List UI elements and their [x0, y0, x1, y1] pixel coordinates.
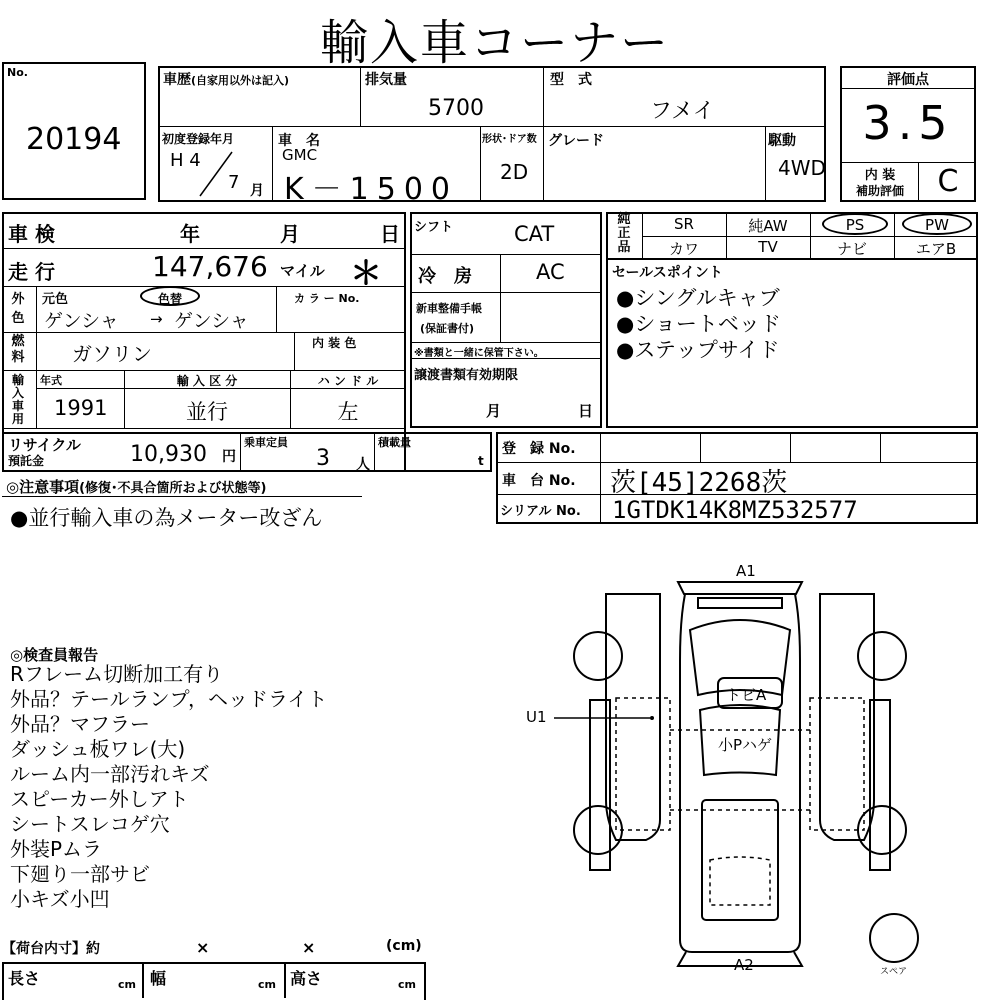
option-navi: ナビ — [836, 240, 867, 258]
model-type-label: 型 式 — [550, 72, 592, 88]
maintenance-label-2: (保証書付) — [420, 322, 475, 335]
capacity-label: 乗車定員 — [244, 436, 288, 449]
interior-value: C — [937, 164, 959, 199]
import-class-label: 輸 入 区 分 — [176, 374, 238, 388]
load-unit: t — [478, 454, 484, 468]
cargo-x1: × — [196, 938, 210, 957]
displacement-value: 5700 — [428, 96, 484, 121]
genuine-parts-side-label: 純正品 — [617, 212, 631, 255]
repaint-label: 色替 — [157, 292, 182, 306]
capacity-value: 3 — [316, 446, 330, 471]
displacement-label: 排気量 — [365, 72, 407, 88]
model-type-value: フメイ — [650, 99, 715, 124]
original-color-label: 元色 — [42, 292, 69, 307]
capacity-unit: 人 — [356, 457, 370, 473]
color-no-label: カ ラ ー No. — [294, 292, 360, 305]
option-ps-circled — [822, 213, 888, 235]
wheel-front-right — [858, 632, 906, 680]
diagram-a1: A1 — [736, 562, 756, 580]
recycle-label-1: リサイクル — [8, 436, 81, 454]
lot-number-label: No. — [7, 66, 28, 79]
report-line: 小キズ小凹 — [10, 887, 110, 911]
interior-color-label: 内 装 色 — [312, 336, 357, 350]
history-label: 車歴(自家用以外は記入) — [163, 72, 290, 88]
fuel-side-label: 燃料 — [11, 334, 25, 365]
inspection-label: 車 検 — [8, 222, 55, 246]
lot-number-value: 20194 — [26, 122, 122, 157]
lot-number-box — [2, 62, 146, 200]
cargo-length: 長さ — [8, 969, 41, 988]
report-line: 外品？テールランプ，ヘッドライト — [10, 687, 328, 711]
inspection-month: 月 — [280, 222, 300, 246]
report-line: スピーカー外しアト — [10, 787, 189, 811]
report-label: ◎検査員報告 — [10, 646, 99, 664]
color-arrow: → — [150, 310, 163, 328]
cargo-width: 幅 — [150, 969, 167, 988]
sales-point-item: ● シングルキャブ — [616, 282, 780, 312]
interior-label-2: 補助評価 — [855, 184, 904, 198]
cargo-height: 高さ — [290, 969, 323, 988]
load-label: 積載量 — [378, 436, 411, 449]
option-pw-circled — [902, 213, 972, 235]
right-side-panel — [820, 594, 874, 840]
color-to: ゲンシャ — [174, 310, 249, 332]
doors-label: 形状･ドア数 — [482, 134, 537, 145]
grille — [698, 598, 782, 608]
doors-value: 2D — [500, 160, 529, 184]
sales-points-label: セールスポイント — [612, 265, 723, 281]
transfer-label: 譲渡書類有効期限 — [414, 368, 519, 383]
ac-value: AC — [536, 260, 565, 284]
cargo-x2: × — [302, 938, 316, 957]
rating-label: 評価点 — [887, 72, 929, 88]
repaint-badge — [140, 286, 200, 306]
ac-label: 冷 房 — [418, 266, 472, 287]
first-reg-month: 7 — [228, 172, 240, 193]
drive-value: 4WD — [778, 156, 826, 180]
recycle-value: 10,930 — [130, 442, 207, 467]
vehicle-damage-diagram — [520, 560, 990, 990]
transfer-day: 日 — [578, 402, 594, 420]
first-reg-month-unit: 月 — [250, 183, 264, 199]
report-line: 外品？マフラー — [10, 712, 150, 736]
grade-label: グレード — [548, 133, 604, 149]
car-name-label: 車 名 — [278, 133, 320, 149]
cargo-length-unit: cm — [118, 978, 136, 991]
report-list — [10, 662, 327, 912]
first-reg-label: 初度登録年月 — [162, 132, 235, 146]
maintenance-label-1: 新車整備手帳 — [416, 302, 482, 315]
diagram-a2: A2 — [734, 956, 754, 974]
page-title: 輸入車コーナー — [320, 15, 671, 71]
wheel-front-left — [574, 632, 622, 680]
report-line: 下廻り一部サビ — [10, 862, 150, 886]
car-maker: GMC — [282, 146, 318, 164]
option-pw: PW — [925, 216, 949, 234]
diagram-spare: スペア — [880, 967, 908, 977]
import-year: 1991 — [54, 396, 108, 420]
rear-window-outline — [710, 857, 770, 905]
chassis-label: 車 台 No. — [502, 473, 576, 489]
cargo-dims-grid — [2, 962, 426, 1000]
notes-label: ◎注意事項(修復･不具合箇所および状態等) — [6, 478, 267, 496]
inspection-day: 日 — [380, 222, 400, 246]
u1-dot — [650, 716, 654, 720]
sales-point-item: ● ショートベッド — [616, 308, 781, 338]
option-genuine-aw: 純AW — [748, 217, 788, 235]
color-from: ゲンシャ — [44, 310, 119, 332]
interior-label-1: 内 装 — [864, 168, 896, 183]
fuel-value: ガソリン — [72, 342, 152, 366]
import-side-label: 輸入車用 — [11, 373, 24, 426]
import-class-value: 並行 — [186, 400, 228, 424]
recycle-label-2: 預託金 — [8, 454, 45, 468]
serial-value: 1GTDK14K8MZ532577 — [612, 496, 858, 524]
note-item: ● 並行輸入車の為メーター改ざん — [10, 502, 322, 532]
exterior-color-side-label: 外色 — [11, 292, 25, 326]
diagram-u1: U1 — [526, 708, 547, 726]
mileage-label: 走 行 — [8, 260, 55, 284]
shift-label: シフト — [414, 220, 454, 235]
report-line: ルーム内一部汚れキズ — [10, 762, 210, 786]
drive-label: 駆動 — [768, 133, 796, 149]
option-ps: PS — [845, 216, 865, 234]
mileage-value: 147,676 — [152, 250, 268, 283]
handle-value: 左 — [337, 400, 359, 424]
inspection-year: 年 — [180, 222, 200, 246]
car-name-value: K－1500 — [284, 172, 459, 207]
option-leather: カワ — [668, 240, 699, 258]
transfer-month: 月 — [486, 402, 502, 420]
cargo-width-unit: cm — [258, 978, 276, 991]
import-year-label: 年式 — [40, 374, 62, 387]
report-line: 外装Pムラ — [10, 837, 103, 861]
shift-value: CAT — [514, 222, 555, 246]
handle-label: ハ ン ド ル — [317, 374, 379, 388]
sales-point-item: ● ステップサイド — [616, 334, 779, 364]
option-sr: SR — [674, 215, 694, 233]
diagram-hage: 小Pハゲ — [718, 736, 773, 754]
first-reg-era: H 4 — [170, 150, 201, 171]
wheel-rear-right — [858, 806, 906, 854]
mileage-mark: ＊ — [350, 254, 383, 292]
serial-label: シリアル No. — [500, 504, 581, 519]
front-bumper — [678, 582, 802, 594]
option-tv: TV — [758, 238, 778, 256]
rating-value: 3.5 — [862, 96, 954, 150]
right-interior-outline — [810, 698, 864, 830]
recycle-unit: 円 — [222, 449, 236, 465]
chassis-value: 茨[45]2268茨 — [610, 468, 788, 498]
cargo-label: 【荷台内寸】約 — [2, 941, 100, 957]
option-airbag: エアB — [915, 240, 957, 258]
mileage-unit: マイル — [280, 262, 325, 280]
report-line: Rフレーム切断加工有り — [10, 662, 224, 686]
maintenance-note: ※書類と一緒に保管下さい。 — [414, 348, 544, 359]
report-line: シートスレコゲ穴 — [10, 812, 170, 836]
spare-tire — [870, 914, 918, 962]
registration-label: 登 録 No. — [502, 441, 576, 457]
cargo-height-unit: cm — [398, 978, 416, 991]
diagram-tobi: トビA — [726, 686, 767, 704]
cargo-unit: (cm) — [386, 938, 422, 954]
report-line: ダッシュ板ワレ(大) — [10, 737, 186, 761]
wheel-rear-left — [574, 806, 622, 854]
